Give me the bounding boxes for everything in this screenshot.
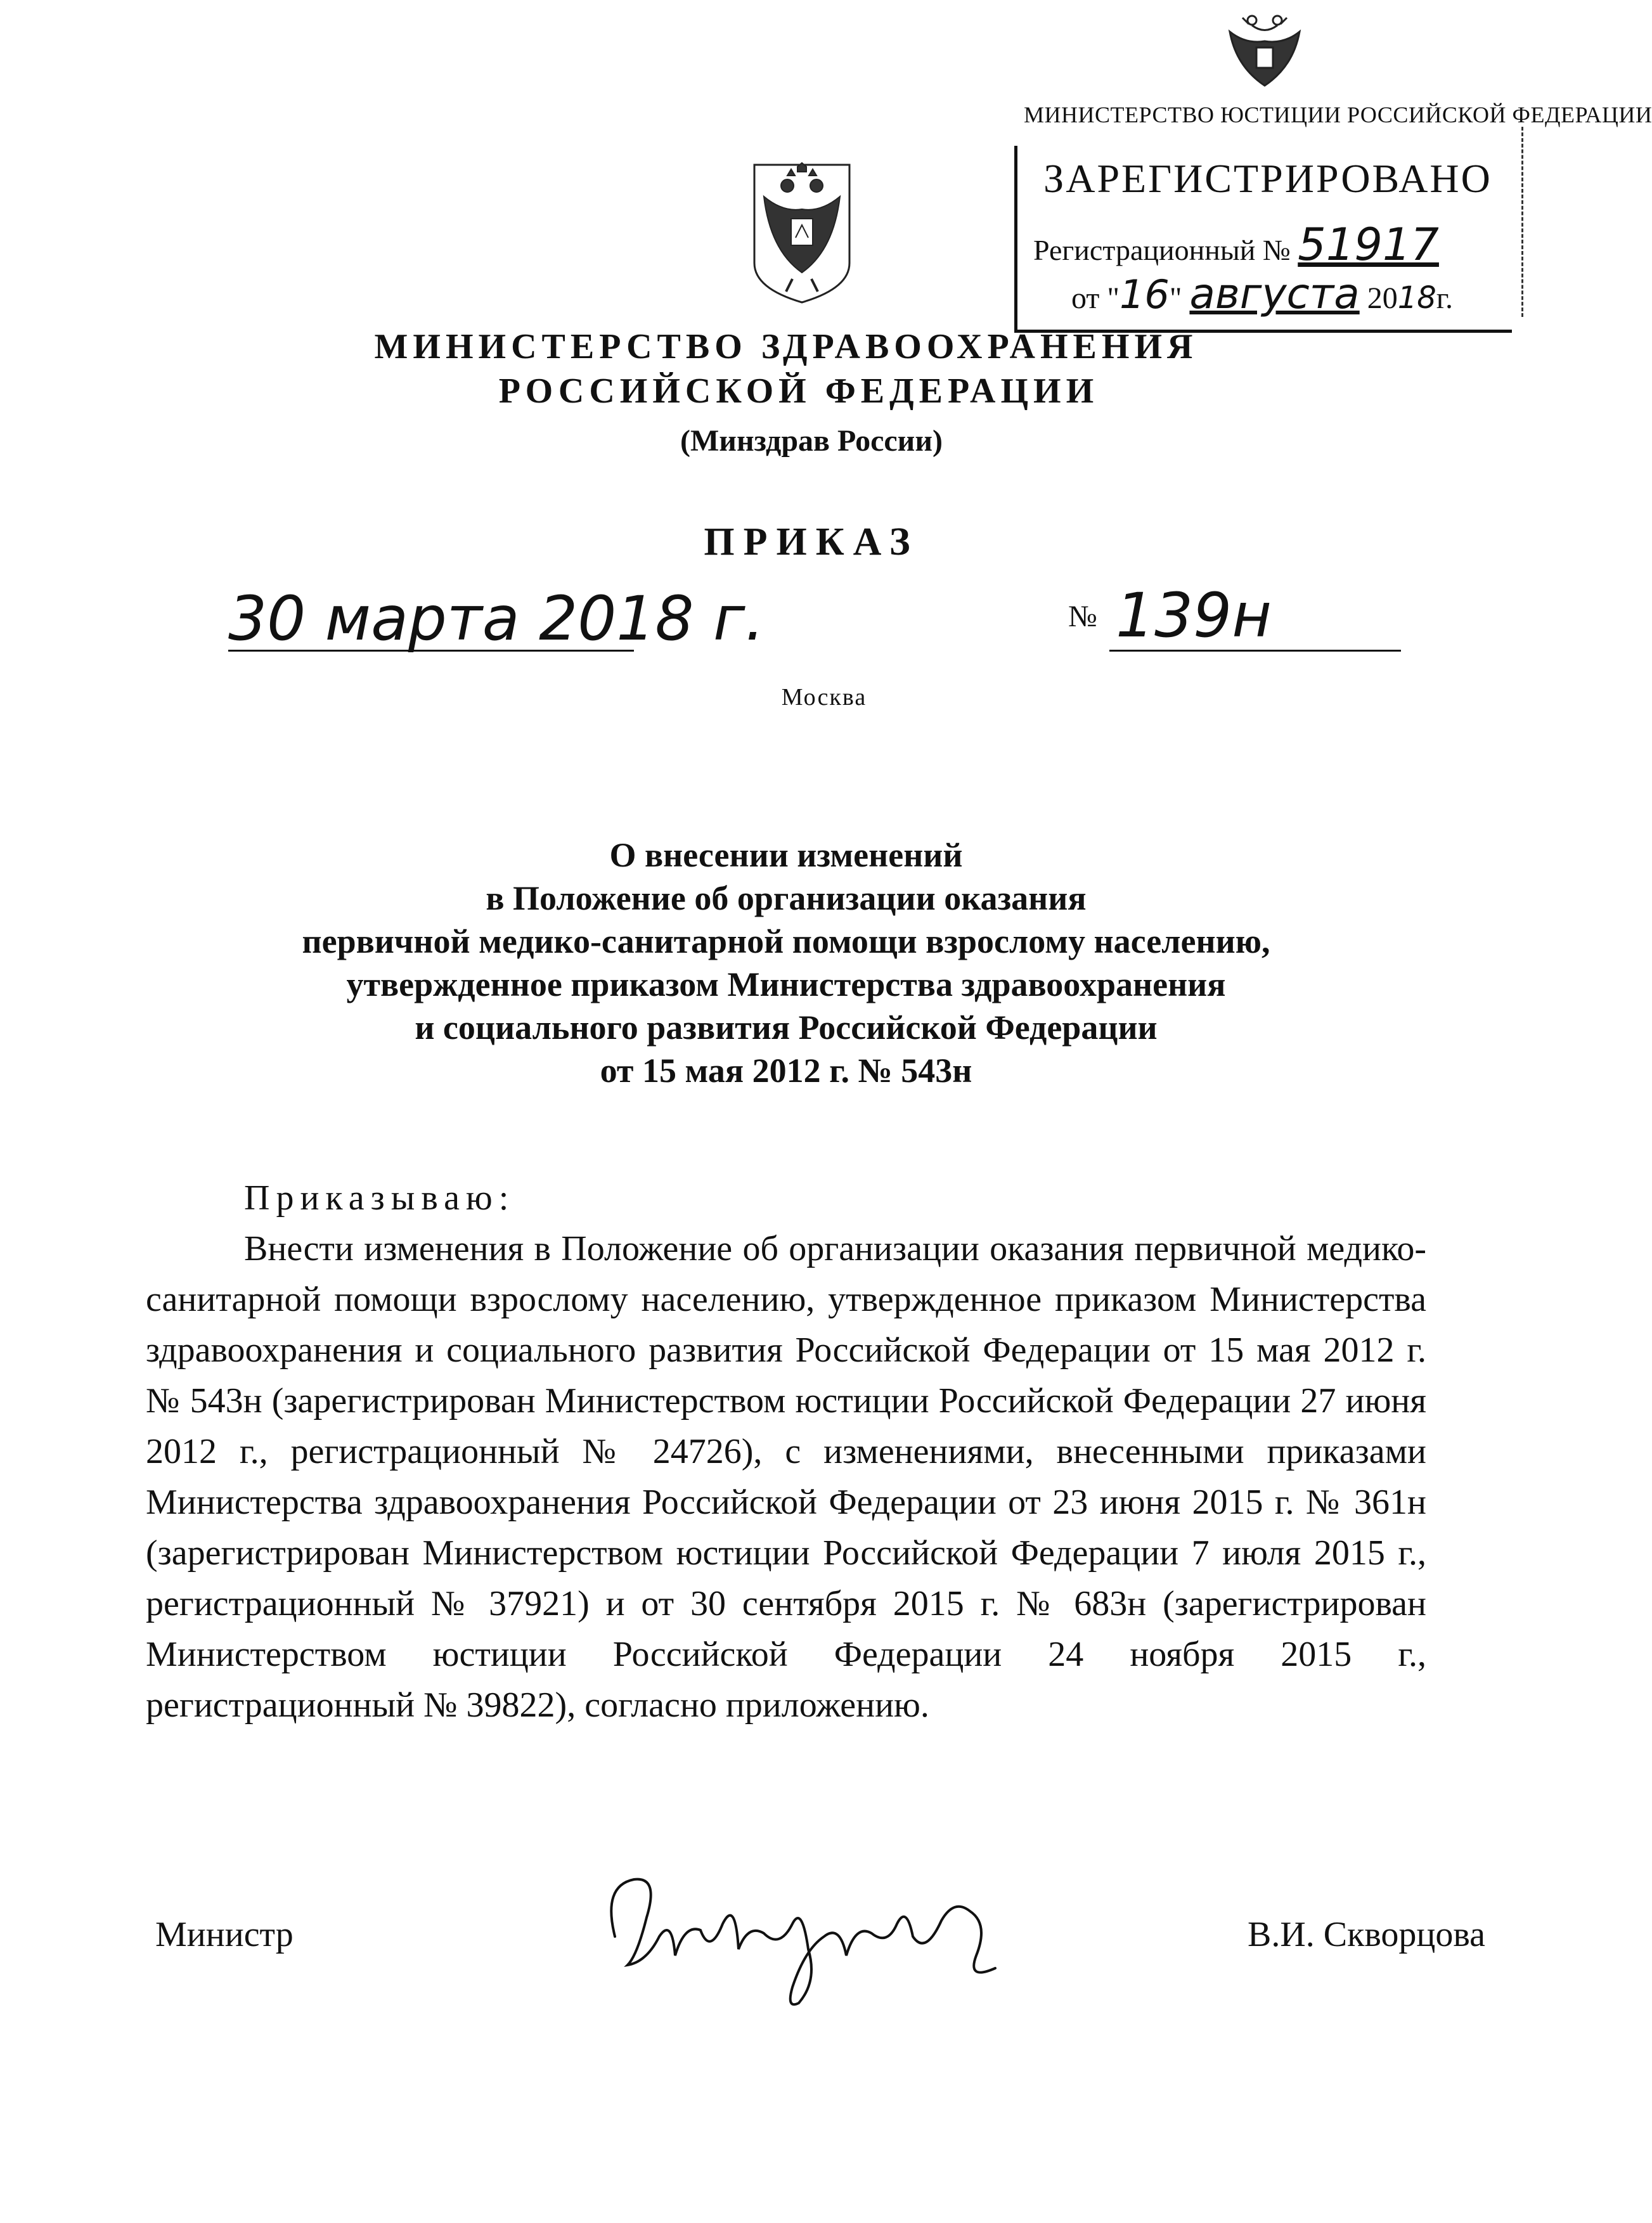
signer-title: Министр [155, 1915, 294, 1954]
stamp-date-year-suffix: 18 [1397, 280, 1436, 316]
signer-name: В.И. Скворцова [1248, 1915, 1485, 1954]
order-subject [190, 834, 1382, 1092]
subject-line: утвержденное приказом Министерства здравоохранения [346, 965, 1226, 1003]
stamp-reg-label: Регистрационный № [1033, 234, 1291, 266]
stamp-border-dashed [1521, 127, 1523, 317]
subject-line: в Положение об организации оказания [486, 879, 1087, 917]
stamp-date-month: августа [1189, 269, 1360, 318]
eagle-emblem-stamp-icon [1223, 6, 1306, 95]
document-type-title: ПРИКАЗ [704, 520, 919, 564]
stamp-date-suffix: г. [1436, 281, 1454, 315]
subject-line: и социального развития Российской Федерации [415, 1008, 1158, 1047]
stamp-date-year-prefix: 20 [1367, 281, 1398, 315]
ministry-name-line1: МИНИСТЕРСТВО ЗДРАВООХРАНЕНИЯ [374, 327, 1198, 366]
ministry-short-name: (Минздрав России) [680, 424, 943, 458]
order-number: 139н [1116, 580, 1272, 651]
stamp-header: МИНИСТЕРСТВО ЮСТИЦИИ РОССИЙСКОЙ ФЕДЕРАЦИИ [1024, 102, 1652, 127]
coat-of-arms-icon [748, 162, 856, 304]
order-date: 30 марта 2018 г. [228, 583, 765, 654]
order-body-text: Внести изменения в Положение об организации оказания первичной медико-санитарной помощи взрослому населению, утвержденное приказом Министерства здравоохранения и социального развития Российской Федерации от 15 мая 2012 г. № 543н (зарегистрирован Министерством юстиции Российской Федерации 27 июня 2012 г., регистрационный № 24726), с изменениями, внесенными приказами Министерства здравоохранения Российской Федерации от 23 июня 2015 г. № 361н (зарегистрирован Министерством юстиции Российской Федерации 7 июля 2015 г., регистрационный № 37921) и от 30 сентября 2015 г. № 683н (зарегистрирован Министерством юстиции Российской Федерации 24 ноября 2015 г., регистрационный № 39822), согласно приложению. [146, 1229, 1426, 1725]
number-sign: № [1068, 600, 1097, 633]
order-preamble: Приказываю: [244, 1178, 515, 1218]
number-underline [1109, 650, 1401, 652]
date-underline [228, 650, 634, 652]
city-name: Москва [781, 684, 867, 711]
stamp-date-day: 16 [1119, 271, 1170, 318]
stamp-date-line: от "16" августа 2018г. [1071, 269, 1454, 318]
stamp-date-prefix: от [1071, 281, 1100, 315]
handwritten-signature-icon [590, 1860, 1033, 2013]
subject-line: О внесении изменений [609, 836, 963, 874]
subject-line: от 15 мая 2012 г. № 543н [600, 1052, 972, 1090]
stamp-registration-line [1033, 219, 1439, 271]
subject-line: первичной медико-санитарной помощи взрослому населению, [302, 922, 1270, 960]
stamp-reg-number: 51917 [1298, 219, 1439, 271]
ministry-name-line2: РОССИЙСКОЙ ФЕДЕРАЦИИ [498, 371, 1099, 411]
stamp-title: ЗАРЕГИСТРИРОВАНО [1043, 156, 1492, 201]
